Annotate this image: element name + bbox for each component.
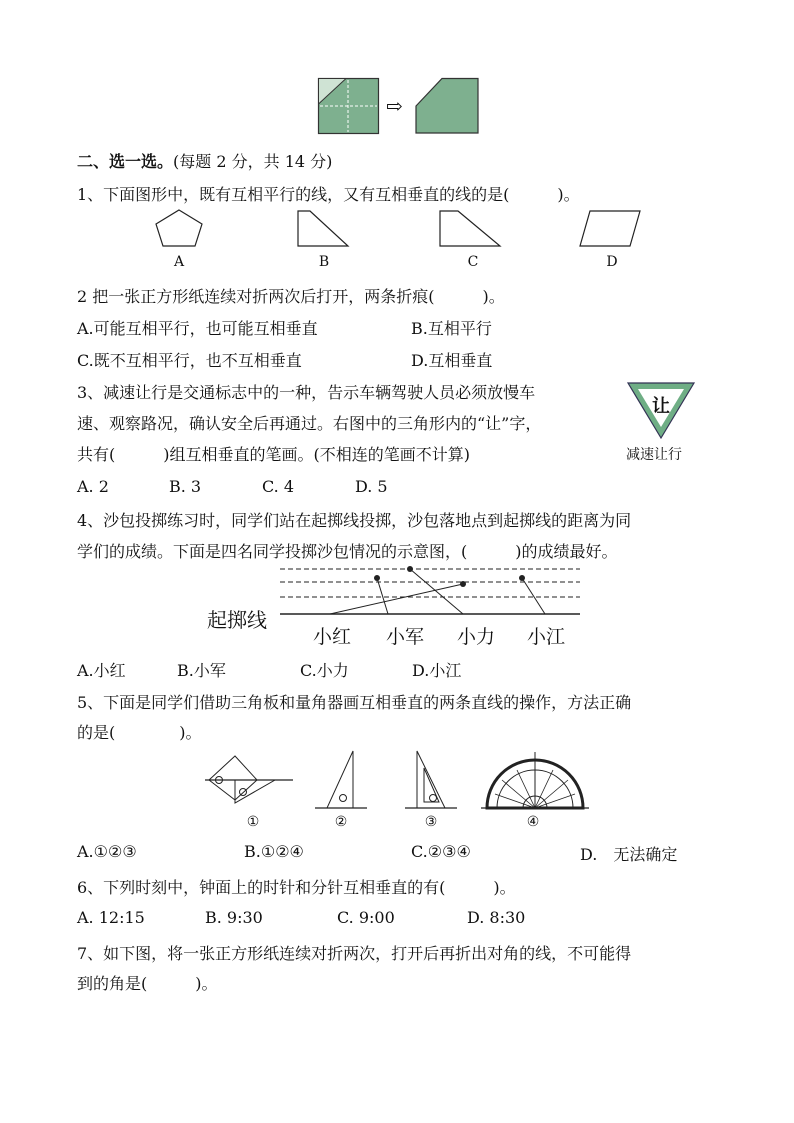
section-note: (每题 2 分，共 14 分) bbox=[173, 152, 333, 171]
q5-label-3: ③ bbox=[424, 814, 438, 830]
pentagon-shape bbox=[156, 210, 202, 246]
section-title: 二、选一选。 bbox=[77, 152, 174, 171]
q6-option-c: C. 9:00 bbox=[337, 908, 395, 927]
q1-label-d: D bbox=[606, 254, 618, 270]
q5-label-4: ④ bbox=[526, 814, 540, 830]
name-xiaojun: 小军 bbox=[386, 626, 425, 648]
q4-option-b: B.小军 bbox=[177, 661, 226, 680]
q5-figures bbox=[205, 748, 605, 813]
q5-option-c: C.②③④ bbox=[411, 842, 471, 861]
parallelogram-shape bbox=[580, 211, 640, 246]
q1-text: 1、下面图形中，既有互相平行的线，又有互相垂直的线的是( )。 bbox=[77, 185, 580, 204]
q4-option-d: D.小江 bbox=[412, 661, 462, 680]
q4-option-a: A.小红 bbox=[77, 661, 126, 680]
q5-label-2: ② bbox=[334, 814, 348, 830]
throwing-diagram bbox=[280, 564, 585, 624]
name-xiaoli: 小力 bbox=[457, 626, 496, 648]
q5-line-2: 的是( )。 bbox=[77, 723, 202, 742]
q2-option-d: D.互相垂直 bbox=[411, 351, 493, 370]
q1-label-c: C bbox=[467, 254, 479, 270]
arrow-icon: ⇨ bbox=[386, 94, 403, 118]
q6-text: 6、下列时刻中，钟面上的时针和分针互相垂直的有( )。 bbox=[77, 878, 516, 897]
q2-option-a: A.可能互相平行，也可能互相垂直 bbox=[77, 319, 318, 338]
q2-option-b: B.互相平行 bbox=[411, 319, 492, 338]
yield-sign-char: 让 bbox=[652, 396, 670, 417]
q6-option-d: D. 8:30 bbox=[467, 908, 526, 927]
q4-line-2: 学们的成绩。下面是四名同学投掷沙包情况的示意图，( )的成绩最好。 bbox=[77, 542, 618, 561]
q2-option-c: C.既不互相平行，也不互相垂直 bbox=[77, 351, 302, 370]
q2-text: 2 把一张正方形纸连续对折两次后打开，两条折痕( )。 bbox=[77, 287, 505, 306]
q3-line-3: 共有( )组互相垂直的笔画。(不相连的笔画不计算) bbox=[77, 445, 470, 464]
q3-line-1: 3、减速让行是交通标志中的一种，告示车辆驾驶人员必须放慢车 bbox=[77, 383, 536, 402]
q5-option-b: B.①②④ bbox=[244, 842, 304, 861]
q6-option-a: A. 12:15 bbox=[77, 908, 145, 927]
section-heading bbox=[77, 149, 332, 172]
q5-label-1: ① bbox=[246, 814, 260, 830]
throw-line-label: 起掷线 bbox=[207, 608, 267, 632]
q5-line-1: 5、下面是同学们借助三角板和量角器画互相垂直的两条直线的操作，方法正确 bbox=[77, 693, 632, 712]
q6-option-b: B. 9:30 bbox=[205, 908, 263, 927]
q3-line-2: 速、观察路况，确认安全后再通过。右图中的三角形内的“让”字， bbox=[77, 414, 542, 433]
q1-label-a: A bbox=[173, 254, 185, 270]
q5-option-d: D. 无法确定 bbox=[580, 845, 678, 864]
q4-line-1: 4、沙包投掷练习时，同学们站在起掷线投掷，沙包落地点到起掷线的距离为同 bbox=[77, 511, 632, 530]
q4-option-c: C.小力 bbox=[300, 661, 349, 680]
q7-line-2: 到的角是( )。 bbox=[77, 974, 218, 993]
yield-sign-caption: 减速让行 bbox=[626, 447, 682, 463]
q5-option-a: A.①②③ bbox=[77, 842, 137, 861]
q3-option-a: A. 2 bbox=[77, 477, 109, 496]
q3-option-c: C. 4 bbox=[262, 477, 295, 496]
q1-shapes bbox=[150, 208, 650, 253]
q7-line-1: 7、如下图，将一张正方形纸连续对折两次，打开后再折出对角的线，不可能得 bbox=[77, 944, 632, 963]
name-xiaojiang: 小江 bbox=[527, 626, 566, 648]
right-trapezoid-shape-2 bbox=[440, 211, 500, 246]
q1-label-b: B bbox=[318, 254, 330, 270]
q3-option-d: D. 5 bbox=[355, 477, 388, 496]
q3-option-b: B. 3 bbox=[169, 477, 202, 496]
right-trapezoid-shape bbox=[298, 211, 348, 246]
name-xiaohong: 小红 bbox=[313, 626, 352, 648]
